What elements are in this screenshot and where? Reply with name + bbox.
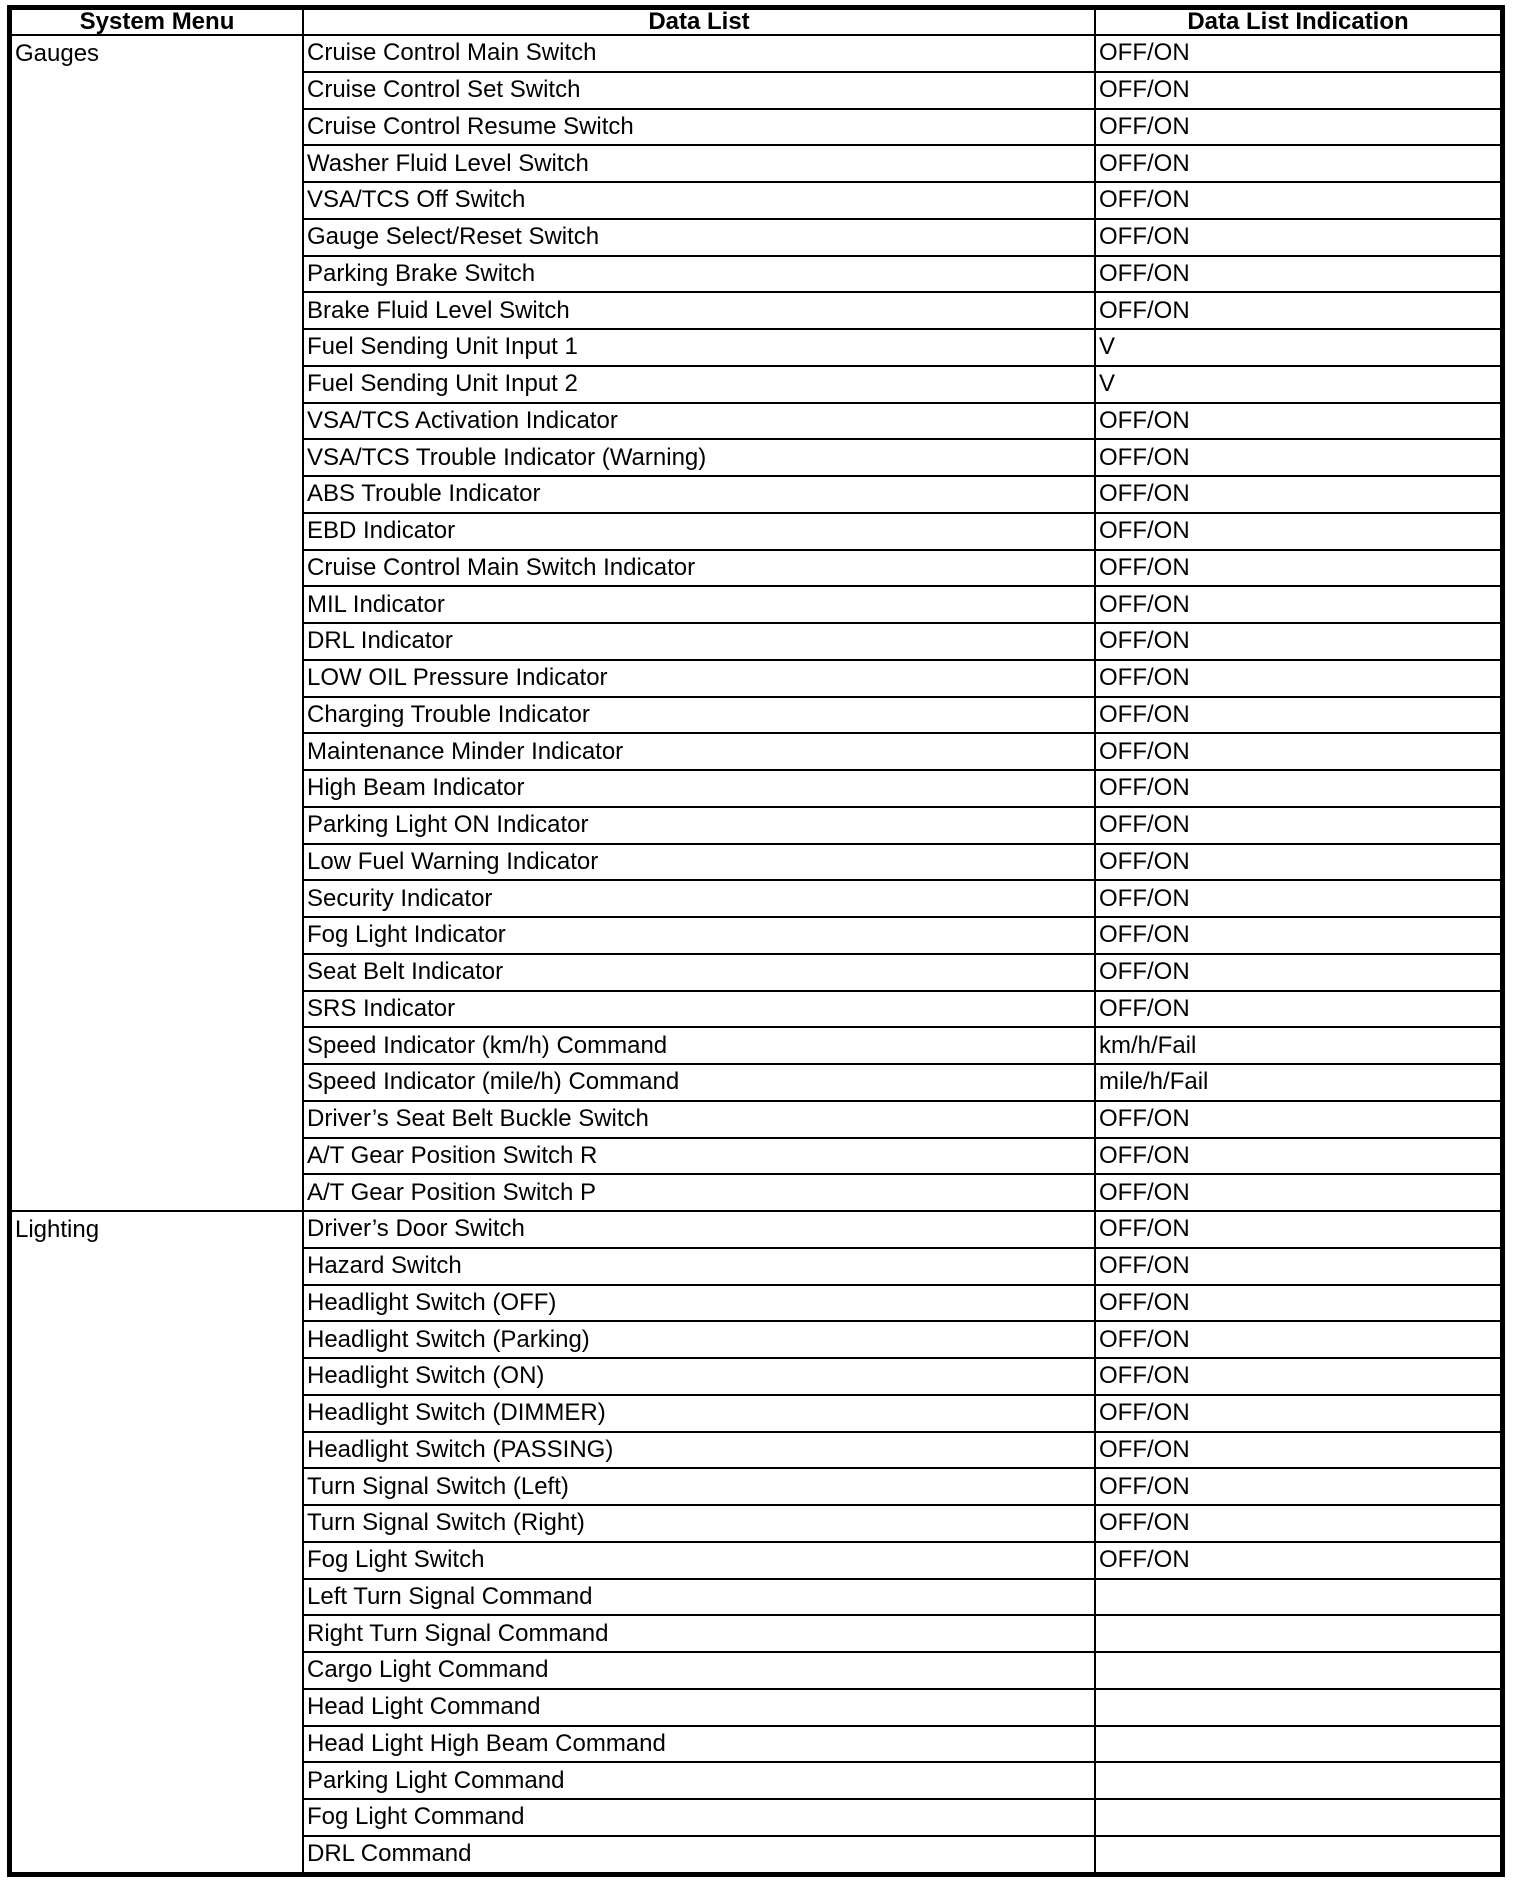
data-list-indication-cell: V xyxy=(1095,329,1501,366)
data-list-item-cell: Parking Brake Switch xyxy=(303,256,1095,293)
data-list-item-cell: Driver’s Seat Belt Buckle Switch xyxy=(303,1101,1095,1138)
data-list-indication-cell: OFF/ON xyxy=(1095,1432,1501,1469)
data-list-indication-cell: OFF/ON xyxy=(1095,1505,1501,1542)
data-list-item-cell: Cruise Control Set Switch xyxy=(303,72,1095,109)
data-list-item-cell: Gauge Select/Reset Switch xyxy=(303,219,1095,256)
data-list-indication-cell: OFF/ON xyxy=(1095,1101,1501,1138)
data-list-indication-cell: OFF/ON xyxy=(1095,219,1501,256)
data-list-indication-cell: OFF/ON xyxy=(1095,880,1501,917)
data-list-item-cell: Fog Light Indicator xyxy=(303,917,1095,954)
data-list-item-cell: Headlight Switch (DIMMER) xyxy=(303,1395,1095,1432)
data-list-indication-cell: OFF/ON xyxy=(1095,72,1501,109)
data-list-item-cell: A/T Gear Position Switch P xyxy=(303,1174,1095,1211)
data-list-item-cell: Fog Light Switch xyxy=(303,1542,1095,1579)
data-list-indication-cell: OFF/ON xyxy=(1095,733,1501,770)
data-list-indication-cell xyxy=(1095,1799,1501,1836)
data-list-indication-cell: OFF/ON xyxy=(1095,1321,1501,1358)
data-list-item-cell: High Beam Indicator xyxy=(303,770,1095,807)
header-data-list-indication: Data List Indication xyxy=(1095,9,1501,35)
data-list-document xyxy=(7,5,1505,1877)
data-list-indication-cell: OFF/ON xyxy=(1095,660,1501,697)
data-list-indication-cell: OFF/ON xyxy=(1095,697,1501,734)
data-list-indication-cell xyxy=(1095,1689,1501,1726)
data-list-item-cell: Seat Belt Indicator xyxy=(303,954,1095,991)
data-list-indication-cell: OFF/ON xyxy=(1095,1174,1501,1211)
data-list-indication-cell: OFF/ON xyxy=(1095,844,1501,881)
data-list-item-cell: Head Light High Beam Command xyxy=(303,1726,1095,1763)
data-list-item-cell: Cargo Light Command xyxy=(303,1652,1095,1689)
data-list-item-cell: Headlight Switch (OFF) xyxy=(303,1285,1095,1322)
data-list-item-cell: Security Indicator xyxy=(303,880,1095,917)
data-list-item-cell: Headlight Switch (PASSING) xyxy=(303,1432,1095,1469)
data-list-item-cell: DRL Indicator xyxy=(303,623,1095,660)
data-list-item-cell: VSA/TCS Trouble Indicator (Warning) xyxy=(303,439,1095,476)
data-list-indication-cell xyxy=(1095,1726,1501,1763)
system-menu-cell: Gauges xyxy=(11,35,303,1211)
data-list-item-cell: Parking Light ON Indicator xyxy=(303,807,1095,844)
data-list-indication-cell: OFF/ON xyxy=(1095,182,1501,219)
data-list-item-cell: Right Turn Signal Command xyxy=(303,1615,1095,1652)
data-list-indication-cell: OFF/ON xyxy=(1095,513,1501,550)
data-list-item-cell: Brake Fluid Level Switch xyxy=(303,292,1095,329)
data-list-indication-cell xyxy=(1095,1762,1501,1799)
data-list-table xyxy=(10,8,1502,1874)
data-list-indication-cell: OFF/ON xyxy=(1095,35,1501,72)
data-list-item-cell: MIL Indicator xyxy=(303,586,1095,623)
data-list-indication-cell: OFF/ON xyxy=(1095,991,1501,1028)
data-list-item-cell: Speed Indicator (km/h) Command xyxy=(303,1027,1095,1064)
data-list-indication-cell xyxy=(1095,1615,1501,1652)
data-list-indication-cell: OFF/ON xyxy=(1095,623,1501,660)
data-list-item-cell: Headlight Switch (ON) xyxy=(303,1358,1095,1395)
data-list-indication-cell: V xyxy=(1095,366,1501,403)
data-list-item-cell: VSA/TCS Activation Indicator xyxy=(303,403,1095,440)
header-row xyxy=(11,9,1501,35)
data-list-item-cell: Cruise Control Main Switch Indicator xyxy=(303,550,1095,587)
data-list-indication-cell: OFF/ON xyxy=(1095,109,1501,146)
data-list-indication-cell: OFF/ON xyxy=(1095,954,1501,991)
data-list-indication-cell: km/h/Fail xyxy=(1095,1027,1501,1064)
table-row xyxy=(11,1211,1501,1248)
data-list-item-cell: A/T Gear Position Switch R xyxy=(303,1138,1095,1175)
data-list-indication-cell xyxy=(1095,1836,1501,1873)
data-list-item-cell: Cruise Control Resume Switch xyxy=(303,109,1095,146)
table-row xyxy=(11,35,1501,72)
table-body xyxy=(11,35,1501,1873)
data-list-indication-cell: OFF/ON xyxy=(1095,476,1501,513)
data-list-item-cell: Turn Signal Switch (Right) xyxy=(303,1505,1095,1542)
data-list-indication-cell: OFF/ON xyxy=(1095,1542,1501,1579)
data-list-indication-cell xyxy=(1095,1652,1501,1689)
data-list-item-cell: Hazard Switch xyxy=(303,1248,1095,1285)
data-list-item-cell: Speed Indicator (mile/h) Command xyxy=(303,1064,1095,1101)
data-list-indication-cell: OFF/ON xyxy=(1095,145,1501,182)
data-list-item-cell: LOW OIL Pressure Indicator xyxy=(303,660,1095,697)
data-list-indication-cell: OFF/ON xyxy=(1095,550,1501,587)
data-list-item-cell: Parking Light Command xyxy=(303,1762,1095,1799)
data-list-item-cell: Left Turn Signal Command xyxy=(303,1579,1095,1616)
data-list-indication-cell: OFF/ON xyxy=(1095,1395,1501,1432)
data-list-item-cell: Washer Fluid Level Switch xyxy=(303,145,1095,182)
data-list-item-cell: Cruise Control Main Switch xyxy=(303,35,1095,72)
data-list-indication-cell: OFF/ON xyxy=(1095,292,1501,329)
data-list-indication-cell: OFF/ON xyxy=(1095,256,1501,293)
data-list-indication-cell: mile/h/Fail xyxy=(1095,1064,1501,1101)
data-list-item-cell: Charging Trouble Indicator xyxy=(303,697,1095,734)
data-list-item-cell: Fuel Sending Unit Input 2 xyxy=(303,366,1095,403)
data-list-indication-cell: OFF/ON xyxy=(1095,1358,1501,1395)
data-list-item-cell: Fog Light Command xyxy=(303,1799,1095,1836)
data-list-item-cell: Headlight Switch (Parking) xyxy=(303,1321,1095,1358)
data-list-item-cell: Turn Signal Switch (Left) xyxy=(303,1468,1095,1505)
data-list-indication-cell xyxy=(1095,1579,1501,1616)
data-list-item-cell: VSA/TCS Off Switch xyxy=(303,182,1095,219)
data-list-indication-cell: OFF/ON xyxy=(1095,1211,1501,1248)
data-list-item-cell: EBD Indicator xyxy=(303,513,1095,550)
data-list-indication-cell: OFF/ON xyxy=(1095,1138,1501,1175)
header-data-list: Data List xyxy=(303,9,1095,35)
header-system-menu: System Menu xyxy=(11,9,303,35)
data-list-indication-cell: OFF/ON xyxy=(1095,403,1501,440)
data-list-indication-cell: OFF/ON xyxy=(1095,917,1501,954)
data-list-indication-cell: OFF/ON xyxy=(1095,439,1501,476)
data-list-indication-cell: OFF/ON xyxy=(1095,1468,1501,1505)
data-list-indication-cell: OFF/ON xyxy=(1095,1285,1501,1322)
data-list-item-cell: DRL Command xyxy=(303,1836,1095,1873)
data-list-item-cell: Fuel Sending Unit Input 1 xyxy=(303,329,1095,366)
data-list-indication-cell: OFF/ON xyxy=(1095,807,1501,844)
data-list-item-cell: Maintenance Minder Indicator xyxy=(303,733,1095,770)
system-menu-cell: Lighting xyxy=(11,1211,303,1873)
data-list-item-cell: Head Light Command xyxy=(303,1689,1095,1726)
data-list-item-cell: Driver’s Door Switch xyxy=(303,1211,1095,1248)
data-list-indication-cell: OFF/ON xyxy=(1095,586,1501,623)
data-list-item-cell: SRS Indicator xyxy=(303,991,1095,1028)
data-list-indication-cell: OFF/ON xyxy=(1095,770,1501,807)
data-list-item-cell: ABS Trouble Indicator xyxy=(303,476,1095,513)
data-list-indication-cell: OFF/ON xyxy=(1095,1248,1501,1285)
data-list-item-cell: Low Fuel Warning Indicator xyxy=(303,844,1095,881)
